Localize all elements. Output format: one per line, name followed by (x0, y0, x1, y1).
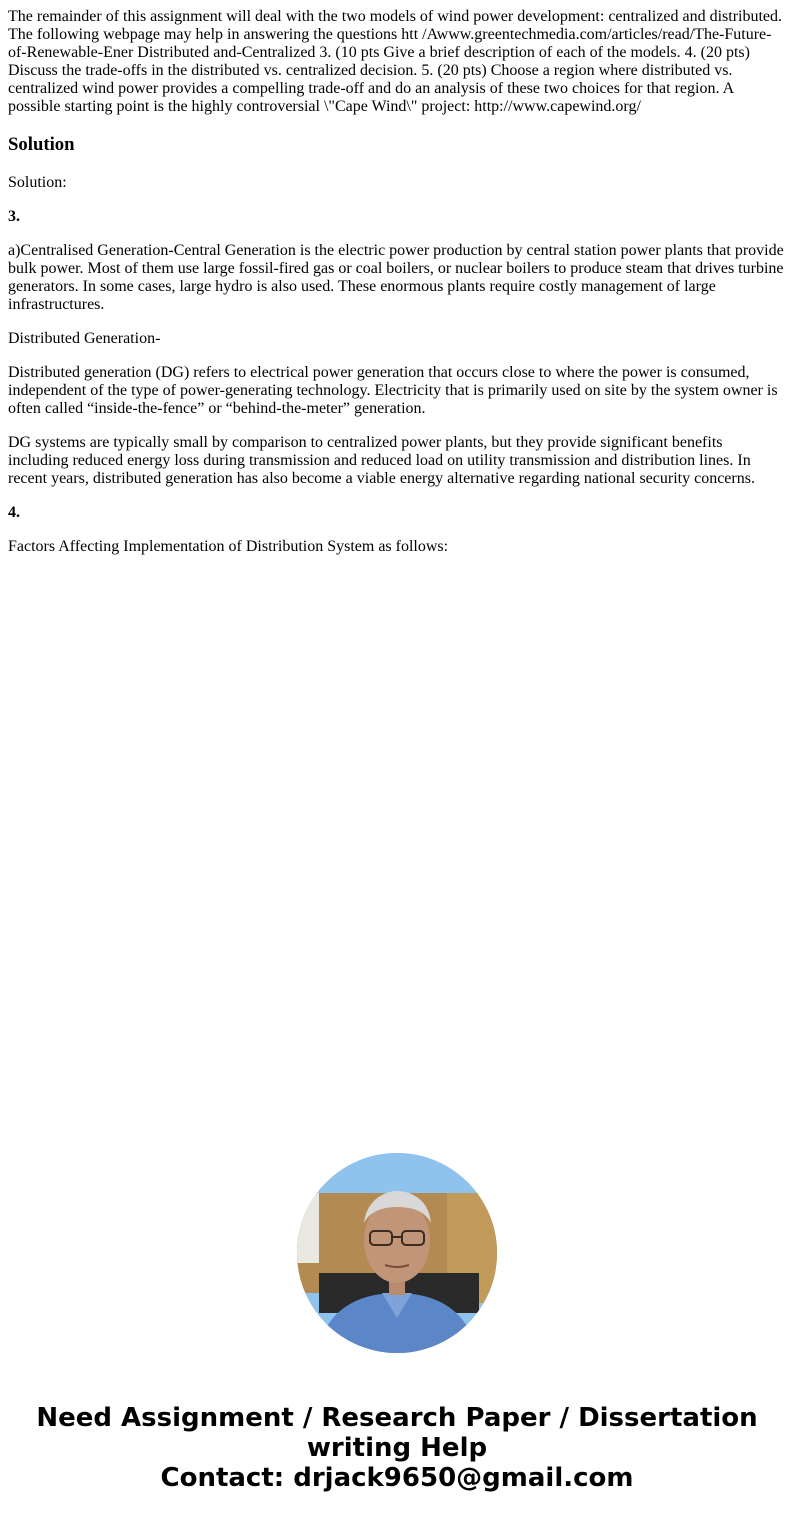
distributed-generation-label: Distributed Generation- (8, 330, 161, 347)
distributed-generation-paragraph-1: Distributed generation (DG) refers to electrical power generation that occurs close to where the power is consumed, independent of the type of power-generating technology. Electricity that is primarily used on site by the system owner is often called “inside-the-fence” or “behind-the-meter” generation. (8, 364, 778, 417)
section-3-number: 3. (8, 208, 20, 225)
factors-paragraph: Factors Affecting Implementation of Distribution System as follows: (8, 538, 449, 555)
solution-intro: Solution: (8, 174, 67, 191)
question-text: The remainder of this assignment will deal with the two models of wind power development: centralized and distributed. The following webpage may help in answering the questions htt /Awww.greentechmedia.com/articles/read/The-Future-of-Renewable-Ener Distributed and-Centralized 3. (10 pts Give a brief description of each of the models. 4. (20 pts) Discuss the trade-offs in the distributed vs. centralized decision. 5. (20 pts) Choose a region where distributed vs. centralized wind power provides a compelling trade-off and do an analysis of these two choices for that region. A possible starting point is the highly controversial \"Cape Wind\" project: http://www.capewind.org/ (8, 8, 783, 115)
distributed-generation-paragraph-2: DG systems are typically small by comparison to centralized power plants, but they provide significant benefits including reduced energy loss during transmission and reduced load on utility transmission and distribution lines. In recent years, distributed generation has also become a viable energy alternative regarding national security concerns. (8, 434, 755, 487)
document-body (8, 8, 786, 572)
promo-line-1: Need Assignment / Research Paper / Dissertation (36, 1403, 758, 1433)
promo-banner (0, 1403, 794, 1493)
promo-line-2: writing Help (306, 1433, 488, 1463)
solution-heading: Solution (8, 134, 75, 155)
section-4-number: 4. (8, 504, 20, 521)
promo-contact: Contact: drjack9650@gmail.com (160, 1463, 634, 1493)
centralised-generation-paragraph: a)Centralised Generation-Central Generation is the electric power production by central station power plants that provide bulk power. Most of them use large fossil-fired gas or coal boilers, or nuclear boilers to produce steam that drives turbine generators. In some cases, large hydro is also used. These enormous plants require costly management of large infrastructures. (8, 242, 784, 313)
author-avatar (297, 1153, 497, 1353)
author-portrait-image (297, 1153, 497, 1353)
